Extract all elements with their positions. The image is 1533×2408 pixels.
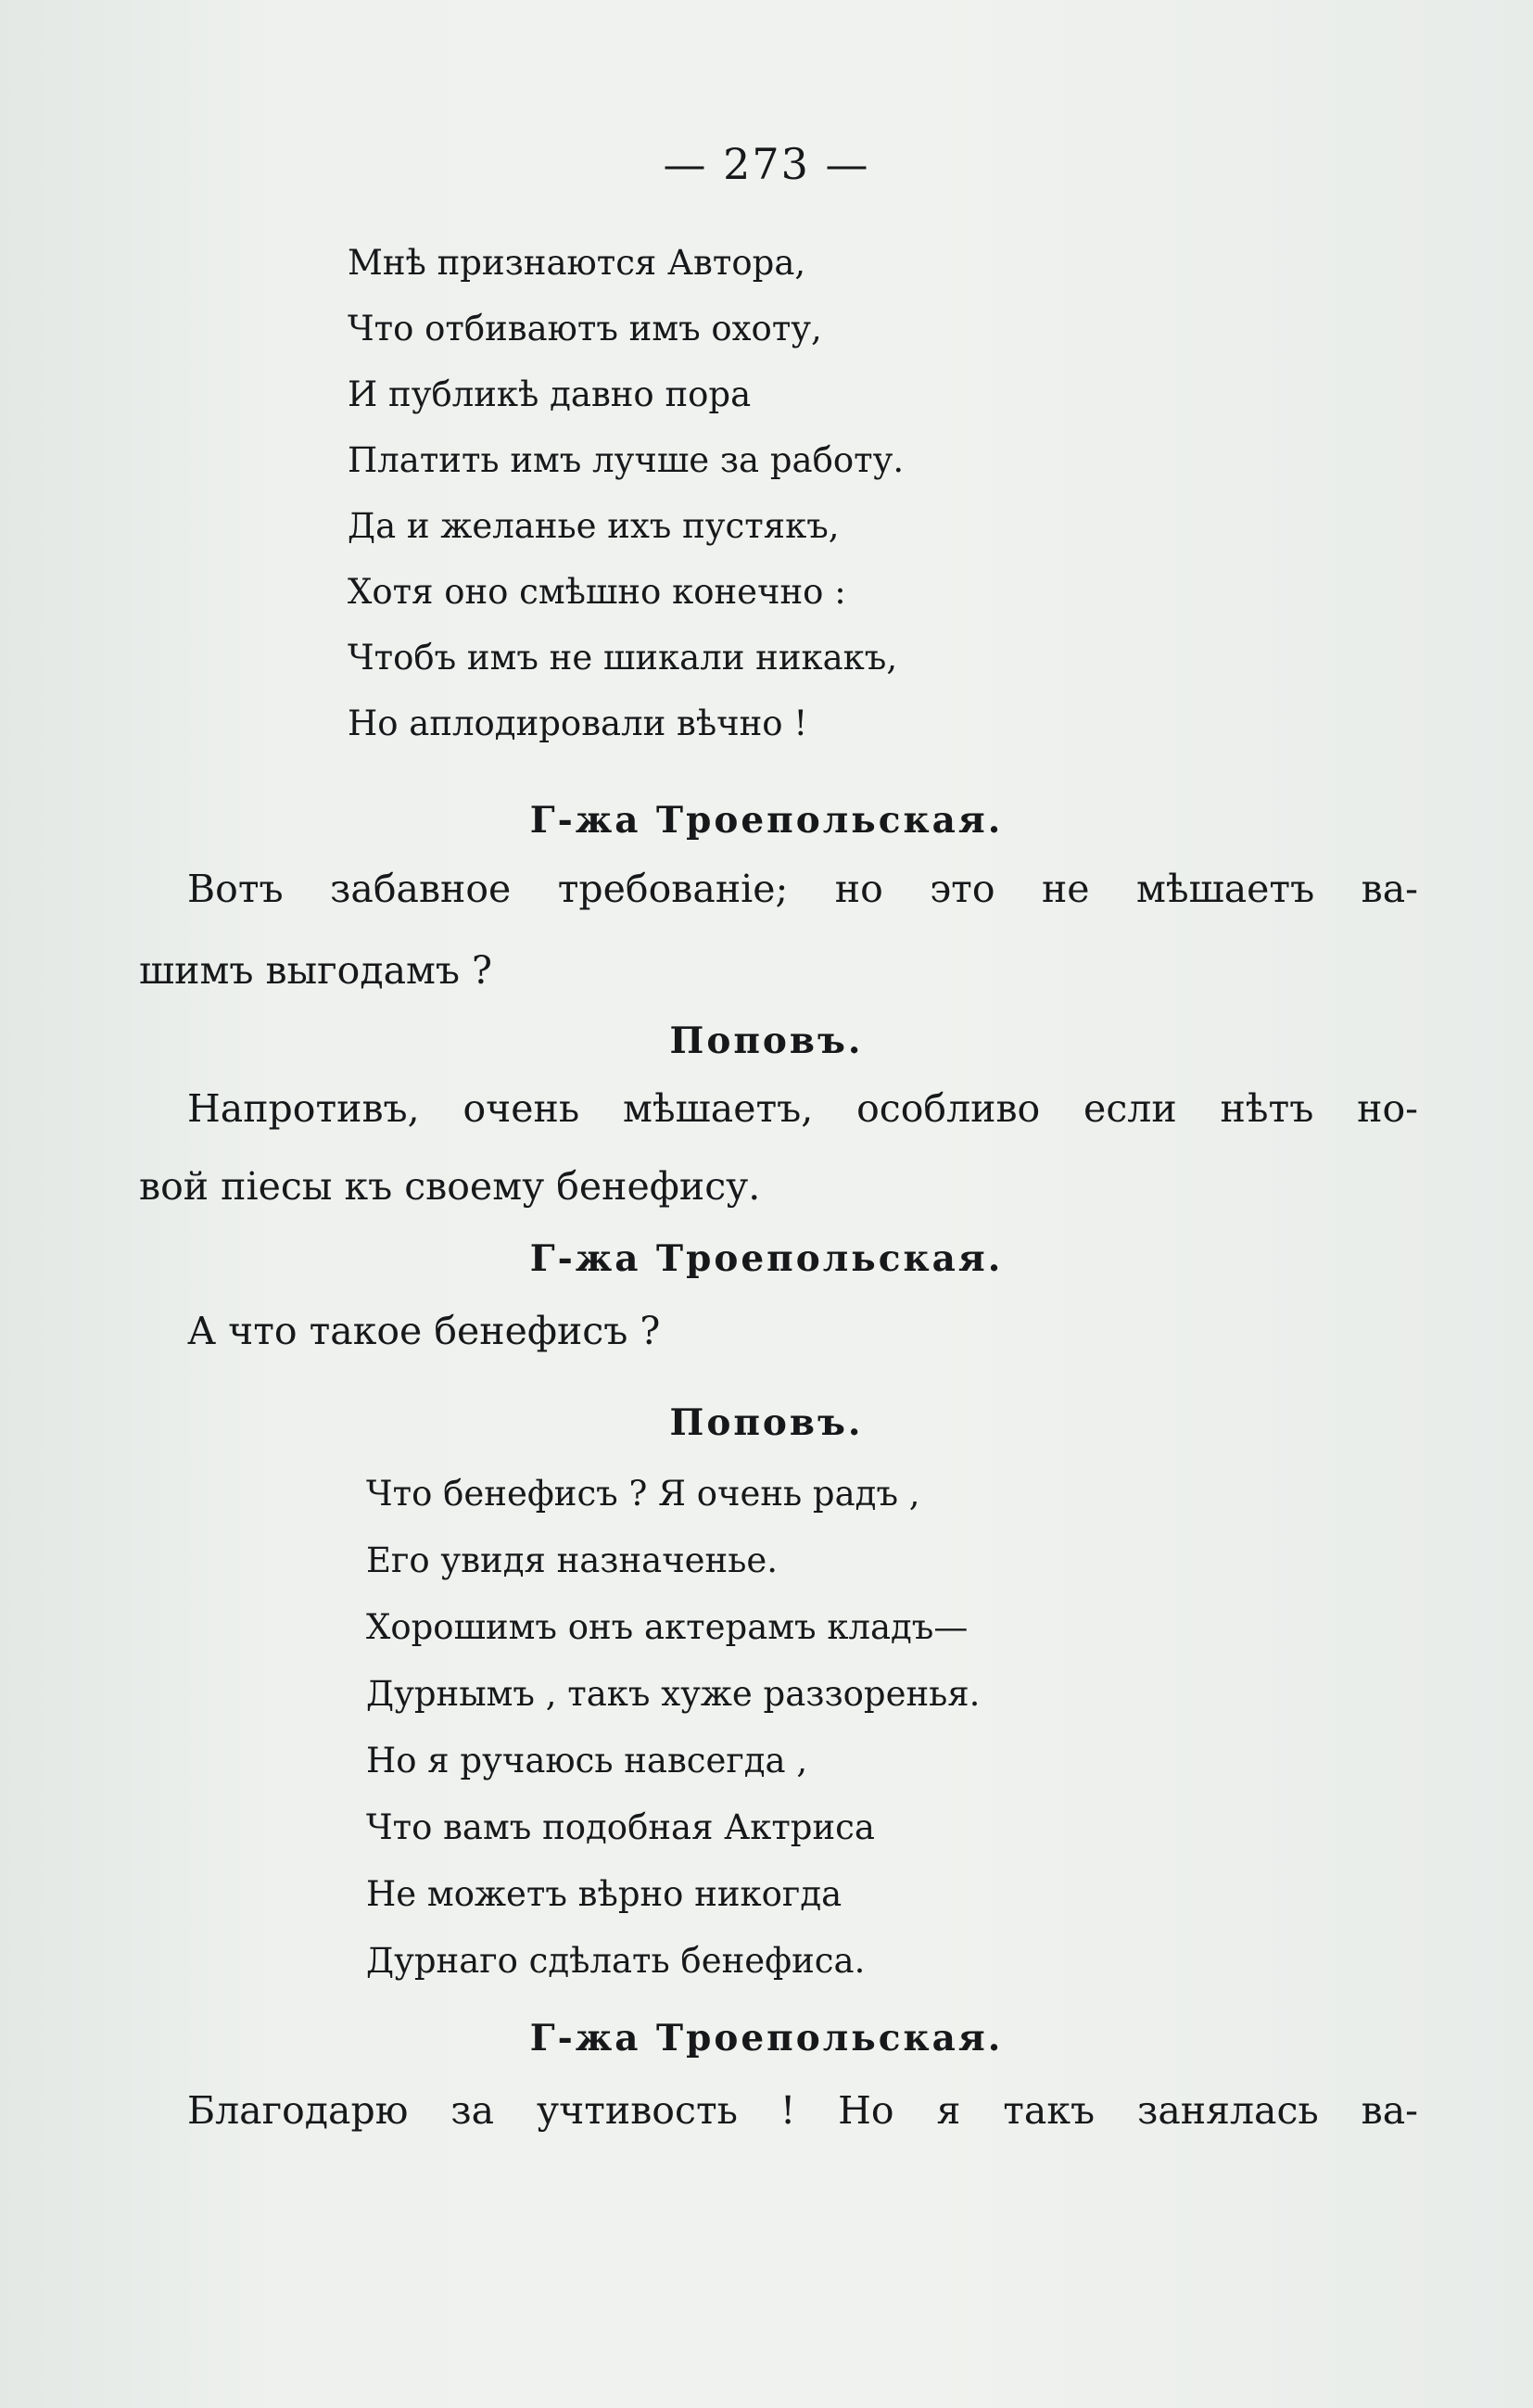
verse-line: Платить имъ лучше за работу.	[348, 440, 905, 480]
verse-line: Но я ручаюсь навсегда ,	[366, 1741, 808, 1781]
verse-line: Дурнымъ , такъ хуже раззоренья.	[366, 1674, 981, 1714]
verse-line: Его увидя назначенье.	[366, 1540, 779, 1580]
speaker-name: Поповъ.	[669, 1401, 864, 1444]
verse-line: Хотя оно смѣшно конечно :	[348, 572, 846, 612]
prose-line: Благодарю за учтивость ! Но я такъ занялась ва-	[187, 2088, 1418, 2133]
verse-line: Дурнаго сдѣлать бенефиса.	[366, 1941, 866, 1981]
verse-line: Что отбиваютъ имъ охоту,	[348, 309, 822, 349]
verse-line: Мнѣ признаются Автора,	[348, 243, 806, 283]
verse-line: И публикѣ давно пора	[348, 374, 752, 414]
page-number: — 273 —	[663, 139, 870, 189]
verse-line: Не можетъ вѣрно никогда	[366, 1874, 843, 1914]
verse-line: Но аплодировали вѣчно !	[348, 703, 808, 743]
speaker-name: Поповъ.	[669, 1020, 864, 1062]
verse-line: Чтобъ имъ не шикали никакъ,	[348, 638, 898, 678]
prose-line: шимъ выгодамъ ?	[139, 948, 493, 993]
speaker-name: Г-жа Троепольская.	[529, 1237, 1004, 1280]
prose-line: Вотъ забавное требованіе; но это не мѣшаетъ ва-	[187, 867, 1418, 911]
verse-line: Да и желанье ихъ пустякъ,	[348, 506, 840, 546]
prose-line: Напротивъ, очень мѣшаетъ, особливо если нѣтъ но-	[187, 1086, 1418, 1131]
speaker-name: Г-жа Троепольская.	[529, 2017, 1004, 2059]
verse-line: Что бенефисъ ? Я очень радъ ,	[366, 1474, 920, 1514]
verse-line: Хорошимъ онъ актерамъ кладъ—	[366, 1607, 969, 1647]
prose-line: вой піесы къ своему бенефису.	[139, 1164, 761, 1209]
verse-line: Что вамъ подобная Актриса	[366, 1807, 875, 1847]
prose-line: А что такое бенефисъ ?	[187, 1309, 661, 1353]
speaker-name: Г-жа Троепольская.	[529, 799, 1004, 842]
